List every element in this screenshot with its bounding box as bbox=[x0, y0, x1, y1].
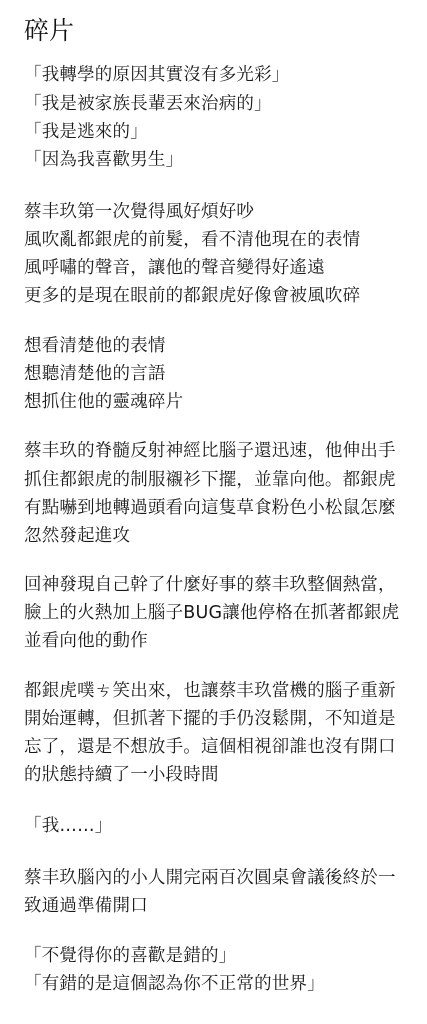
text-line: 回神發現自己幹了什麼好事的蔡丰玖整個熱當， bbox=[24, 575, 396, 595]
article-title: 碎片 bbox=[24, 16, 75, 45]
text-line: 「不覺得你的喜歡是錯的」 bbox=[24, 946, 237, 966]
text-line: 蔡丰玖的脊髓反射神經比腦子還迅速，他伸出手 bbox=[24, 441, 396, 461]
text-line: 致通過準備開口 bbox=[24, 896, 148, 916]
text-line: 「我是逃來的」 bbox=[24, 122, 148, 142]
text-line: 「因為我喜歡男生」 bbox=[24, 150, 184, 170]
text-line: 抓住都銀虎的制服襯衫下擺，並靠向他。都銀虎 bbox=[24, 470, 396, 490]
text-line: 風呼嘯的聲音，讓他的聲音變得好遙遠 bbox=[24, 258, 325, 278]
text-line: 忘了，還是不想放手。這個相視卻誰也沒有開口 bbox=[24, 737, 396, 757]
text-line: 「有錯的是這個認為你不正常的世界」 bbox=[24, 974, 325, 994]
text-line: 並看向他的動作 bbox=[24, 631, 148, 651]
text-line: 都銀虎噗ㄘ笑出來，也讓蔡丰玖當機的腦子重新 bbox=[24, 681, 396, 701]
text-line: 有點嚇到地轉過頭看向這隻草食粉色小松鼠怎麼 bbox=[24, 498, 396, 518]
text-line: 的狀態持續了一小段時間 bbox=[24, 765, 219, 785]
text-line: 臉上的火熱加上腦子BUG讓他停格在抓著都銀虎 bbox=[24, 603, 400, 623]
text-line: 忽然發起進攻 bbox=[24, 526, 131, 546]
text-line: 風吹亂都銀虎的前髮，看不清他現在的表情 bbox=[24, 230, 361, 250]
text-line: 蔡丰玖腦內的小人開完兩百次圓桌會議後終於一 bbox=[24, 868, 396, 888]
text-line: 「我轉學的原因其實沒有多光彩」 bbox=[24, 65, 290, 85]
text-line: 「我是被家族長輩丟來治病的」 bbox=[24, 94, 272, 114]
text-line: 想聽清楚他的言語 bbox=[24, 364, 166, 384]
text-line: 開始運轉，但抓著下擺的手仍沒鬆開，不知道是 bbox=[24, 709, 396, 729]
text-line: 想抓住他的靈魂碎片 bbox=[24, 392, 184, 412]
text-line: 「我……」 bbox=[24, 816, 113, 836]
text-line: 更多的是現在眼前的都銀虎好像會被風吹碎 bbox=[24, 286, 361, 306]
text-line: 想看清楚他的表情 bbox=[24, 336, 166, 356]
text-line: 蔡丰玖第一次覺得風好煩好吵 bbox=[24, 202, 255, 222]
